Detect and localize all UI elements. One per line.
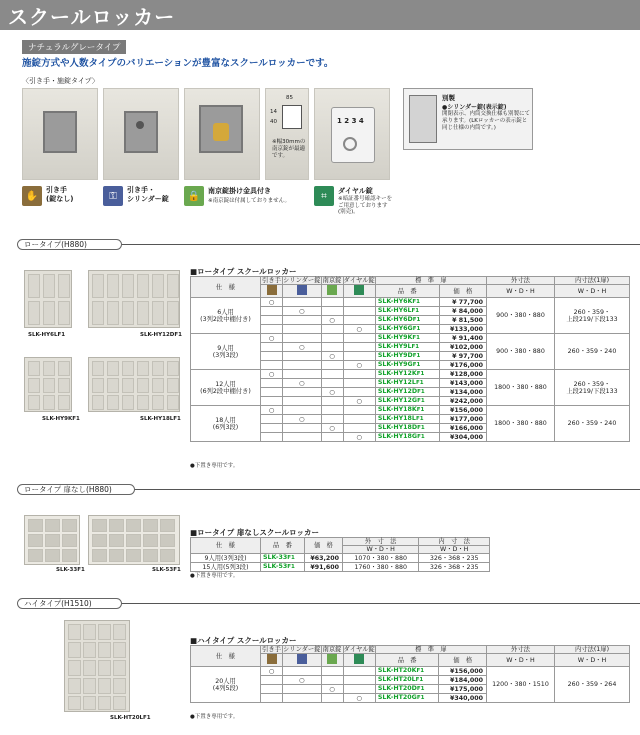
label-33: SLK-33F1 <box>56 567 85 573</box>
locker-image-53 <box>88 515 180 565</box>
separate-order-box <box>403 88 533 150</box>
padlock-icon: 🔒 <box>184 186 204 206</box>
low-type-table: 仕 様 引き手 シリンダー錠 南京錠 ダイヤル錠 標 準 扉 外寸法 内寸法(1扉) 品 番 価 格 W・D・H W・D・H 6人用 (3列2段中棚付き) ○ SLK-HY6KF1 ¥ 77,700 900・380・880 260・359・ 上段219/下段133 ○ SLK-HY6LF1 ¥ 84,000 ○ SLK-HY6DF1 ¥ 81,500 ○ SLK-HY6GF1 ¥133,000 9人用 (3列3段) ○ SLK-HY9KF1 ¥ 91,400 900・380・880 260・359・240 ○ SLK-HY9LF1 ¥102,000 ○ SLK-HY9DF1 ¥ 97,700 ○ SLK-HY9GF1 ¥176,000 12人用 (6列2段中棚付き) ○ SLK-HY12KF1 ¥128,000 1800・380・880 260・359・ 上段219/下段133 ○ SLK-HY12LF1 ¥143,000 ○ SLK-HY12DF1 ¥134,000 ○ SLK-HY12GF1 ¥242,000 18人用 (6列3段) ○ SLK-HY18KF1 ¥156,000 1800・380・880 260・359・240 ○ SLK-HY18LF1 ¥177,000 ○ SLK-HY18DF1 ¥166,000 ○ SLK-HY18GF1 ¥304,000 <box>190 276 630 442</box>
product-row: ○ SLK-HY12GF1 ¥242,000 <box>191 397 630 406</box>
lock-mark: ○ <box>343 694 375 703</box>
nodoor-footnote: ●下置き専用です。 <box>190 573 239 579</box>
product-row: ○ SLK-HT20DF1 ¥175,000 <box>191 685 630 694</box>
pull-handle-icon: ✋ <box>22 186 42 206</box>
page-title: スクールロッカー <box>8 5 176 29</box>
headline: 施錠方式や人数タイプのバリエーションが豊富なスクールロッカーです。 <box>22 58 334 69</box>
locker-image-hy9k <box>24 357 72 412</box>
product-row: ○ SLK-HY12LF1 ¥143,000 <box>191 379 630 388</box>
label-hy6l: SLK-HY6LF1 <box>28 332 66 338</box>
dial-lock-icon: ⌗ <box>314 186 334 206</box>
locker-image-hy6l <box>24 270 72 328</box>
product-row: ○ SLK-HT20LF1 ¥184,000 <box>191 676 630 685</box>
lock-mark: ○ <box>261 406 283 415</box>
lock-mark: ○ <box>283 379 322 388</box>
label-hy18l: SLK-HY18LF1 <box>140 416 181 422</box>
low-table-title: ■ロータイプ スクールロッカー <box>190 267 297 276</box>
locker-image-hy18l <box>88 357 180 412</box>
col-icon-padlock <box>321 285 343 298</box>
lock-type-pull: ✋ 引き手 (錠なし) <box>22 186 73 206</box>
lock-mark: ○ <box>343 325 375 334</box>
separate-body: 開閉表示、内筒交換仕様も別製にて承ります。(LKロッカーの表示錠と同じ仕様の内筒です。) <box>442 111 531 131</box>
section-high-type: ハイタイプ(H1510) <box>17 598 122 609</box>
lock-mark: ○ <box>283 307 322 316</box>
lock-mark: ○ <box>321 424 343 433</box>
padlock-photo <box>184 88 260 180</box>
lock-mark: ○ <box>343 397 375 406</box>
high-table-footnote: ●下置き専用です。 <box>190 714 239 720</box>
product-row: ○ SLK-HY9LF1 ¥102,000 <box>191 343 630 352</box>
lock-type-cylinder: ⚿ 引き手・ シリンダー錠 <box>103 186 169 206</box>
lock-mark: ○ <box>321 352 343 361</box>
lock-mark: ○ <box>283 343 322 352</box>
product-row: ○ SLK-HY9GF1 ¥176,000 <box>191 361 630 370</box>
lock-mark: ○ <box>283 676 322 685</box>
locker-image-ht20l <box>64 620 130 712</box>
locker-image-hy12d <box>88 270 180 328</box>
col-icon-pull <box>261 654 283 667</box>
section-low-nodoor: ロータイプ 扉なし(H880) <box>17 484 135 495</box>
dial-lock-photo <box>314 88 390 180</box>
lock-mark: ○ <box>261 298 283 307</box>
type-badge: ナチュラルグレータイプ <box>22 40 126 54</box>
padlock-dimension-diagram <box>265 88 309 180</box>
dim-85: 85 <box>286 95 293 101</box>
col-icon-dial <box>343 654 375 667</box>
lock-type-heading: 〈引き手・施錠タイプ〉 <box>22 77 99 85</box>
col-icon-padlock <box>321 654 343 667</box>
col-icon-dial <box>343 285 375 298</box>
product-row: ○ SLK-HY9DF1 ¥ 97,700 <box>191 352 630 361</box>
product-row: 18人用 (6列3段) ○ SLK-HY18KF1 ¥156,000 1800・380・880 260・359・240 <box>191 406 630 415</box>
dim-14: 14 <box>270 109 277 115</box>
product-row: 20人用 (4列5段) ○ SLK-HT20KF1 ¥156,000 1200・380・1510 260・359・264 <box>191 667 630 676</box>
product-row: ○ SLK-HT20GF1 ¥340,000 <box>191 694 630 703</box>
product-row: ○ SLK-HY12DF1 ¥134,000 <box>191 388 630 397</box>
lock-mark: ○ <box>343 361 375 370</box>
product-row: 12人用 (6列2段中棚付き) ○ SLK-HY12KF1 ¥128,000 1800・380・880 260・359・ 上段219/下段133 <box>191 370 630 379</box>
lock-mark: ○ <box>261 370 283 379</box>
product-row: ○ SLK-HY6LF1 ¥ 84,000 <box>191 307 630 316</box>
col-icon-cylinder <box>283 285 322 298</box>
dim-40: 40 <box>270 119 277 125</box>
nodoor-row: 9人用(3列3段) SLK-33F1 ¥63,200 1070・380・880 326・368・235 <box>191 554 490 563</box>
product-row: 6人用 (3列2段中棚付き) ○ SLK-HY6KF1 ¥ 77,700 900・380・880 260・359・ 上段219/下段133 <box>191 298 630 307</box>
lock-mark: ○ <box>261 334 283 343</box>
col-icon-cylinder <box>283 654 322 667</box>
high-table-title: ■ハイタイプ スクールロッカー <box>190 636 297 645</box>
label-ht20l: SLK-HT20LF1 <box>110 715 151 721</box>
product-row: ○ SLK-HY18LF1 ¥177,000 <box>191 415 630 424</box>
lock-mark: ○ <box>321 388 343 397</box>
nodoor-row: 15人用(5列3段) SLK-53F1 ¥91,600 1760・380・880 326・368・235 <box>191 563 490 572</box>
label-hy9k: SLK-HY9KF1 <box>42 416 80 422</box>
product-row: ○ SLK-HY18DF1 ¥166,000 <box>191 424 630 433</box>
lock-mark: ○ <box>261 667 283 676</box>
dial-digits: 1 2 3 4 <box>337 117 364 125</box>
lock-mark: ○ <box>321 685 343 694</box>
separate-subtitle: ●シリンダー錠(表示錠) <box>442 104 507 111</box>
separate-title: 別製 <box>442 94 455 102</box>
high-type-table: 仕 様 引き手 シリンダー錠 南京錠 ダイヤル錠 標 準 扉 外寸法 内寸法(1扉) 品 番 価 格 W・D・H W・D・H 20人用 (4列5段) ○ SLK-HT20KF1 ¥156,000 1200・380・1510 260・359・264 ○ SLK-HT20LF1 ¥184,000 ○ SLK-HT20DF1 ¥175,000 ○ SLK-HT20GF1 ¥340,000 <box>190 645 630 703</box>
label-53: SLK-53F1 <box>152 567 181 573</box>
col-icon-pull <box>261 285 283 298</box>
cylinder-lock-photo <box>103 88 179 180</box>
lock-type-padlock: 🔒 南京錠掛け金具付き ※南京錠は付属しておりません。 <box>184 186 290 206</box>
product-row: ○ SLK-HY18GF1 ¥304,000 <box>191 433 630 442</box>
page-header <box>0 0 640 30</box>
product-row: ○ SLK-HY6GF1 ¥133,000 <box>191 325 630 334</box>
low-table-footnote: ●下置き専用です。 <box>190 463 239 469</box>
label-hy12d: SLK-HY12DF1 <box>140 332 182 338</box>
locker-image-33 <box>24 515 80 565</box>
section-low-type: ロータイプ(H880) <box>17 239 122 250</box>
nodoor-table-title: ■ロータイプ 扉なしスクールロッカー <box>190 528 320 537</box>
lock-mark: ○ <box>321 316 343 325</box>
nodoor-table: 仕 様 品 番 価 格 外 寸 法 内 寸 法 W・D・H W・D・H 9人用(3列3段) SLK-33F1 ¥63,200 1070・380・880 326・368・235 15人用(5列3段) SLK-53F1 ¥91,600 1760・380・880 326・368・235 <box>190 537 490 572</box>
cylinder-lock-icon: ⚿ <box>103 186 123 206</box>
product-row: ○ SLK-HY6DF1 ¥ 81,500 <box>191 316 630 325</box>
lock-mark: ○ <box>283 415 322 424</box>
pull-handle-photo <box>22 88 98 180</box>
padlock-note: ※幅30mmの南京錠が最適です。 <box>272 139 306 159</box>
lock-mark: ○ <box>343 433 375 442</box>
product-row: 9人用 (3列3段) ○ SLK-HY9KF1 ¥ 91,400 900・380・880 260・359・240 <box>191 334 630 343</box>
display-lock-photo <box>409 95 437 143</box>
lock-type-dial: ⌗ ダイヤル錠 ※暗証番号確認キーをご用意しております(別売)。 <box>314 186 394 216</box>
